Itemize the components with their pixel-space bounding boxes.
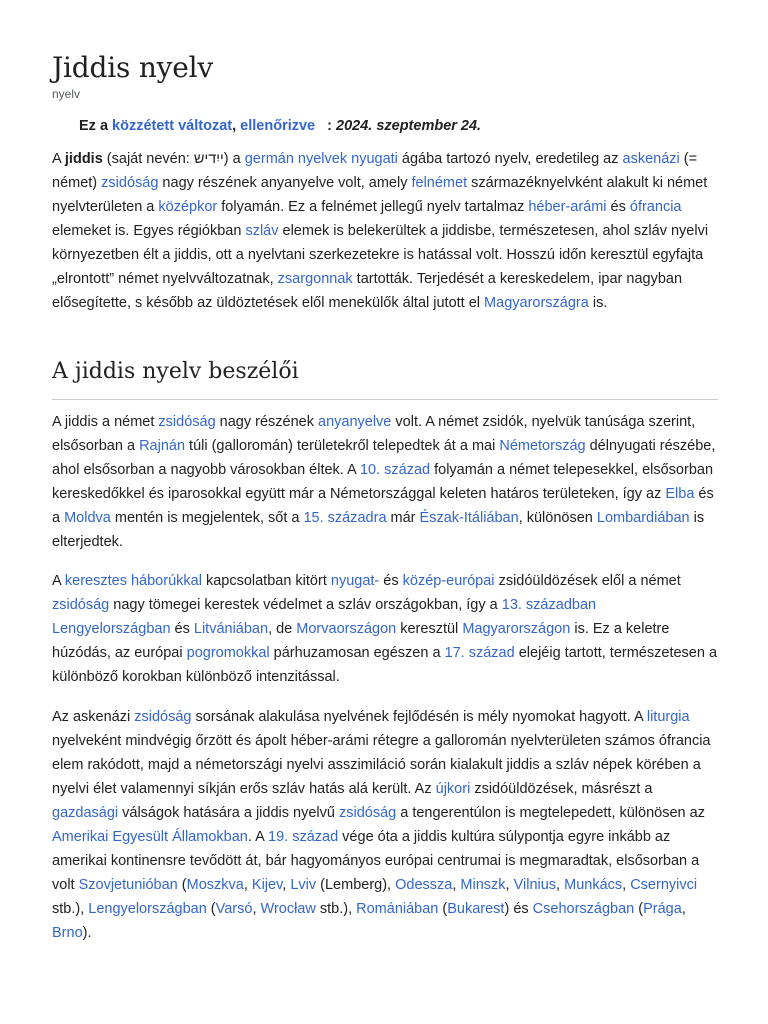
speakers-section-header <box>52 357 718 400</box>
inline-link[interactable]: Wrocław <box>260 901 316 917</box>
text-run: tartották. Terjedését a kereskedelem, ipar nagyban elősegítette, s később az üldöztetések elől menekülők által jutott el <box>52 271 683 311</box>
inline-link[interactable]: keresztes háborúkkal <box>64 573 202 589</box>
speakers-paragraph-2-wrap <box>52 569 718 689</box>
text-run: mentén is megjelentek, sőt a <box>110 510 304 526</box>
inline-link[interactable]: zsidóság <box>158 414 216 430</box>
intro-section <box>52 147 718 315</box>
inline-link[interactable]: Prága <box>643 901 682 917</box>
inline-link[interactable]: felnémet <box>411 175 468 191</box>
text-run: volt. A német zsidók, nyelvük tanúsága szerint, elsősorban a <box>52 414 696 454</box>
text-run: is elterjedtek. <box>52 510 705 550</box>
text-run: (saját nevén: <box>102 151 194 167</box>
text-run: , <box>452 877 461 893</box>
page-title: Jiddis nyelv <box>52 51 214 84</box>
inline-link[interactable]: Rajnán <box>139 438 186 454</box>
published-version-link[interactable]: közzétett változat <box>112 118 233 134</box>
text-run: , különösen <box>518 510 597 526</box>
inline-link[interactable]: Odessza <box>395 877 453 893</box>
text-run: és <box>379 573 403 589</box>
text-run: nagy részének anyanyelve volt, amely <box>158 175 412 191</box>
text-run: nagy részének <box>215 414 319 430</box>
inline-link[interactable]: Vilnius <box>513 877 557 893</box>
inline-link[interactable]: 10. század <box>359 462 431 478</box>
text-run: már <box>386 510 420 526</box>
inline-link[interactable]: askenázi <box>622 151 680 167</box>
text-run: származéknyelvként alakult ki német nyelvterületen a <box>52 175 708 215</box>
bold-term: jiddis <box>64 151 103 167</box>
text-run: ágába tartozó nyelv, eredetileg az <box>397 151 623 167</box>
inline-link[interactable]: zsidóság <box>101 175 159 191</box>
text-run: kapcsolatban kitört <box>201 573 331 589</box>
inline-link[interactable]: anyanyelve <box>318 414 392 430</box>
revision-colon: : <box>327 118 332 134</box>
inline-link[interactable]: ófrancia <box>629 199 682 215</box>
inline-link[interactable]: Moszkva <box>186 877 244 893</box>
inline-link[interactable]: Magyarországon <box>462 621 571 637</box>
inline-link[interactable]: Munkács <box>564 877 623 893</box>
inline-link[interactable]: héber-arámi <box>528 199 607 215</box>
text-run: ( <box>438 901 448 917</box>
inline-link[interactable]: Lombardiában <box>596 510 690 526</box>
checked-link[interactable]: ellenőrizve <box>240 118 316 134</box>
text-run: A <box>52 573 65 589</box>
text-run: Az askenázi <box>52 709 135 725</box>
revision-notice <box>79 115 481 137</box>
text-run: , de <box>268 621 297 637</box>
text-run: stb.), <box>315 901 357 917</box>
text-run: . A <box>247 829 269 845</box>
text-run: A <box>52 151 65 167</box>
text-run: délnyugati részébe, ahol elsősorban a nagyobb városokban éltek. A <box>52 438 716 478</box>
speakers-paragraph-3-wrap <box>52 705 718 945</box>
text-run: , <box>282 877 291 893</box>
inline-link[interactable]: szláv <box>245 223 279 239</box>
revision-date: 2024. szeptember 24. <box>336 118 482 134</box>
text-run: nyelveként mindvégig őrzött és ápolt héber-arámi rétegre a galloromán nyelvterületen számos ófrancia elem rakódott, majd a németországi nyelvi asszimiláció során kialakult jiddis a szláv népek körében a nyelvi élet valamennyi síkján erős szláv hatás alá került. Az <box>52 733 711 797</box>
text-run: (Lemberg), <box>316 877 396 893</box>
text-run: vége óta a jiddis kultúra súlypontja egyre inkább az amerikai kontinensre tevődött át, bár hagyományos európai centrumai is megmaradtak, elsősorban a volt <box>52 829 700 893</box>
text-run: túli (galloromán) területekről telepedtek át a mai <box>185 438 500 454</box>
inline-link[interactable]: zsidóság <box>134 709 192 725</box>
inline-link[interactable]: Litvániában <box>193 621 269 637</box>
inline-link[interactable]: közép-európai <box>402 573 495 589</box>
inline-link[interactable]: Magyarországra <box>484 295 589 311</box>
text-run: elemek is belekerültek a jiddisbe, természetesen, ahol szláv nyelvi környezetben élt a jiddis, ott a nyelvtani szerkezetekre is hatással volt. Hosszú időn keresztül egyfajta „elrontott” német nyelvváltozatnak, <box>52 223 709 287</box>
text-run: folyamán a német telepesekkel, elsősorban kereskedőkkel és iparosokkal együtt már a Németországgal keleten határos területeken, így az <box>52 462 714 502</box>
inline-link[interactable]: nyugati <box>351 151 398 167</box>
intro-paragraph <box>52 147 718 315</box>
inline-link[interactable]: Moldva <box>64 510 111 526</box>
text-run: keresztül <box>396 621 463 637</box>
text-run: ( <box>177 877 187 893</box>
inline-link[interactable]: liturgia <box>646 709 690 725</box>
text-run: A jiddis a német <box>52 414 159 430</box>
text-run: és <box>606 199 630 215</box>
text-run: elemeket is. Egyes régiókban <box>52 223 246 239</box>
inline-link[interactable]: Minszk <box>460 877 506 893</box>
inline-link[interactable]: zsargonnak <box>277 271 353 287</box>
inline-link[interactable]: 17. század <box>444 645 515 661</box>
inline-link[interactable]: zsidóság <box>52 597 110 613</box>
text-run: elejéig tartott, természetesen a különböző korokban különböző intenzitással. <box>52 645 718 685</box>
speakers-paragraph-1-wrap <box>52 410 718 554</box>
inline-link[interactable]: Romániában <box>356 901 439 917</box>
inline-link[interactable]: pogromokkal <box>186 645 270 661</box>
inline-link[interactable]: újkori <box>435 781 471 797</box>
heading-divider <box>52 399 718 400</box>
inline-link[interactable]: középkor <box>158 199 218 215</box>
text-run: stb.), <box>52 901 89 917</box>
inline-link[interactable]: gazdasági <box>52 805 119 821</box>
inline-link[interactable]: Varsó <box>215 901 253 917</box>
speakers-paragraph-3 <box>52 705 718 945</box>
inline-link[interactable]: Németország <box>499 438 586 454</box>
text-run: ). <box>82 925 92 941</box>
text-run: , <box>622 877 631 893</box>
text-run: párhuzamosan egészen a <box>269 645 445 661</box>
text-run: és a <box>52 486 714 526</box>
inline-link[interactable]: Lengyelországban <box>52 621 171 637</box>
inline-link[interactable]: germán nyelvek <box>244 151 348 167</box>
inline-link[interactable]: nyugat- <box>330 573 380 589</box>
text-run: is. <box>588 295 608 311</box>
text-run: válságok hatására a jiddis nyelvű <box>118 805 339 821</box>
text-run: folyamán. Ez a felnémet jellegű nyelv tartalmaz <box>217 199 529 215</box>
text-run: , <box>556 877 565 893</box>
inline-link[interactable]: Csehországban <box>532 901 635 917</box>
text-run: , <box>243 877 252 893</box>
inline-link[interactable]: Lengyelországban <box>88 901 207 917</box>
speakers-paragraph-1 <box>52 410 718 554</box>
text-run: , <box>252 901 261 917</box>
text-run: , <box>681 901 686 917</box>
section-heading: A jiddis nyelv beszélői <box>52 359 299 384</box>
inline-link[interactable]: Brno <box>52 925 83 941</box>
inline-link[interactable]: zsidóság <box>338 805 397 821</box>
text-run: , <box>505 877 514 893</box>
text-run: ייִדיש <box>193 151 224 167</box>
speakers-paragraph-2 <box>52 569 718 689</box>
inline-link[interactable]: 13. században <box>501 597 597 613</box>
text-run: a tengerentúlon is megtelepedett, különösen az <box>396 805 705 821</box>
text-run: ) a <box>223 151 245 167</box>
text-run: ) és <box>504 901 533 917</box>
inline-link[interactable]: Morvaországon <box>296 621 397 637</box>
inline-link[interactable]: Csernyivci <box>630 877 698 893</box>
text-run: is. Ez a keletre húzódás, az európai <box>52 621 670 661</box>
inline-link[interactable]: Amerikai Egyesült Államokban <box>52 829 248 845</box>
text-run: sorsának alakulása nyelvének fejlődésén is mély nyomokat hagyott. A <box>191 709 647 725</box>
inline-link[interactable]: 19. század <box>268 829 339 845</box>
revision-comma: , <box>232 118 237 134</box>
inline-link[interactable]: Észak-Itáliában <box>419 510 519 526</box>
text-run: zsidóüldözések elől a német <box>494 573 681 589</box>
text-run: nagy tömegei kerestek védelmet a szláv országokban, így a <box>109 597 502 613</box>
inline-link[interactable]: Elba <box>665 486 695 502</box>
revision-prefix: Ez a <box>79 118 109 134</box>
inline-link[interactable]: 15. századra <box>303 510 387 526</box>
text-run: ( <box>634 901 644 917</box>
text-run: és <box>170 621 194 637</box>
text-run: zsidóüldözések, másrészt a <box>470 781 653 797</box>
inline-link[interactable]: Szovjetunióban <box>78 877 178 893</box>
text-run: (= német) <box>52 151 698 191</box>
inline-link[interactable]: Bukarest <box>447 901 505 917</box>
text-run: ( <box>206 901 216 917</box>
page-subtitle: nyelv <box>52 87 81 101</box>
inline-link[interactable]: Lviv <box>290 877 317 893</box>
inline-link[interactable]: Kijev <box>251 877 283 893</box>
